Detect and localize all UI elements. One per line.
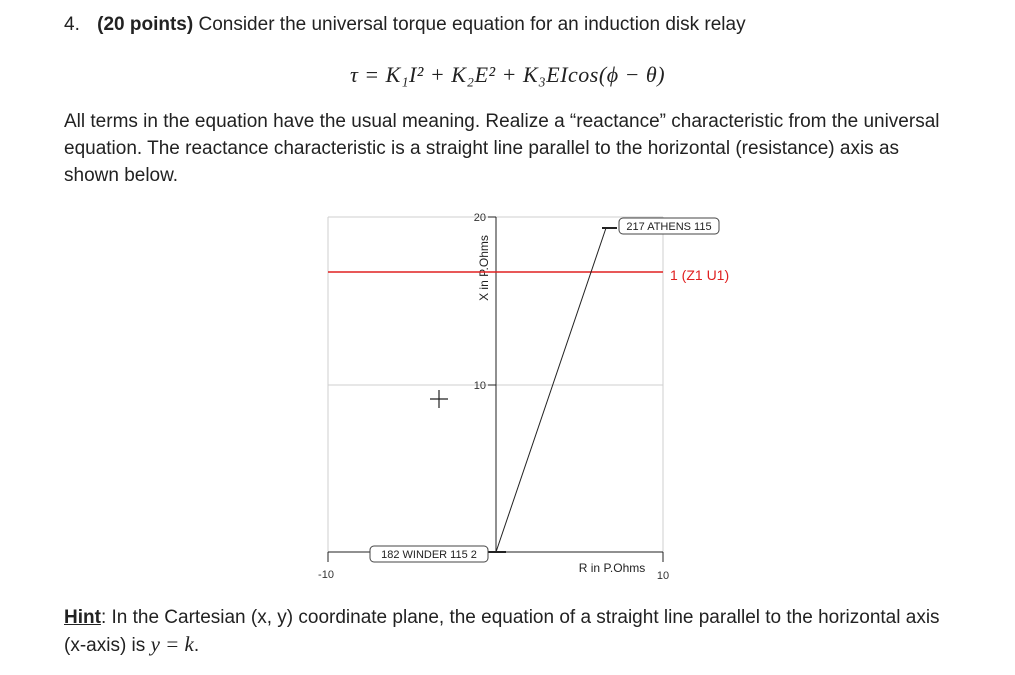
question-number: 4. <box>64 14 80 35</box>
x-max-label: 10 <box>656 570 670 582</box>
hint-text-2: (x-axis) is <box>64 635 151 656</box>
y-axis-label: X in P.Ohms <box>477 235 491 301</box>
question-points: (20 points) <box>97 14 194 35</box>
hint-line-2 <box>64 631 1009 659</box>
athens-label: 217 ATHENS 115 <box>626 221 712 233</box>
torque-equation: τ = K₁I² + K₂E² + K₃EIcos(ϕ − θ) <box>349 62 666 87</box>
hint-text-1: : In the Cartesian (x, y) coordinate plane, the equation of a straight line parallel to the horizontal axis <box>100 607 940 628</box>
paragraph-line-3: shown below. <box>64 165 179 186</box>
hint-label: Hint <box>64 607 101 628</box>
hint-paragraph <box>64 604 1009 659</box>
x-min-label: -10 <box>318 569 334 581</box>
impedance-line <box>496 228 606 552</box>
question-text: Consider the universal torque equation for an induction disk relay <box>198 14 746 35</box>
y-tick-label-20: 20 <box>473 212 486 224</box>
paragraph-line-2: equation. The reactance characteristic is a straight line parallel to the horizontal (resistance) axis as <box>64 138 900 159</box>
hint-line-1 <box>64 604 1009 631</box>
paragraph-line-1: All terms in the equation have the usual meaning. Realize a “reactance” characteristic from the universal <box>64 111 940 132</box>
hint-equation: y = k <box>150 632 194 656</box>
hint-text-3: . <box>193 635 200 656</box>
y-tick-label-10: 10 <box>473 380 486 392</box>
x-axis-label: R in P.Ohms <box>578 561 646 575</box>
reactance-line-label: 1 (Z1 U1) <box>670 267 730 283</box>
winder-label: 182 WINDER 115 2 <box>381 549 477 561</box>
